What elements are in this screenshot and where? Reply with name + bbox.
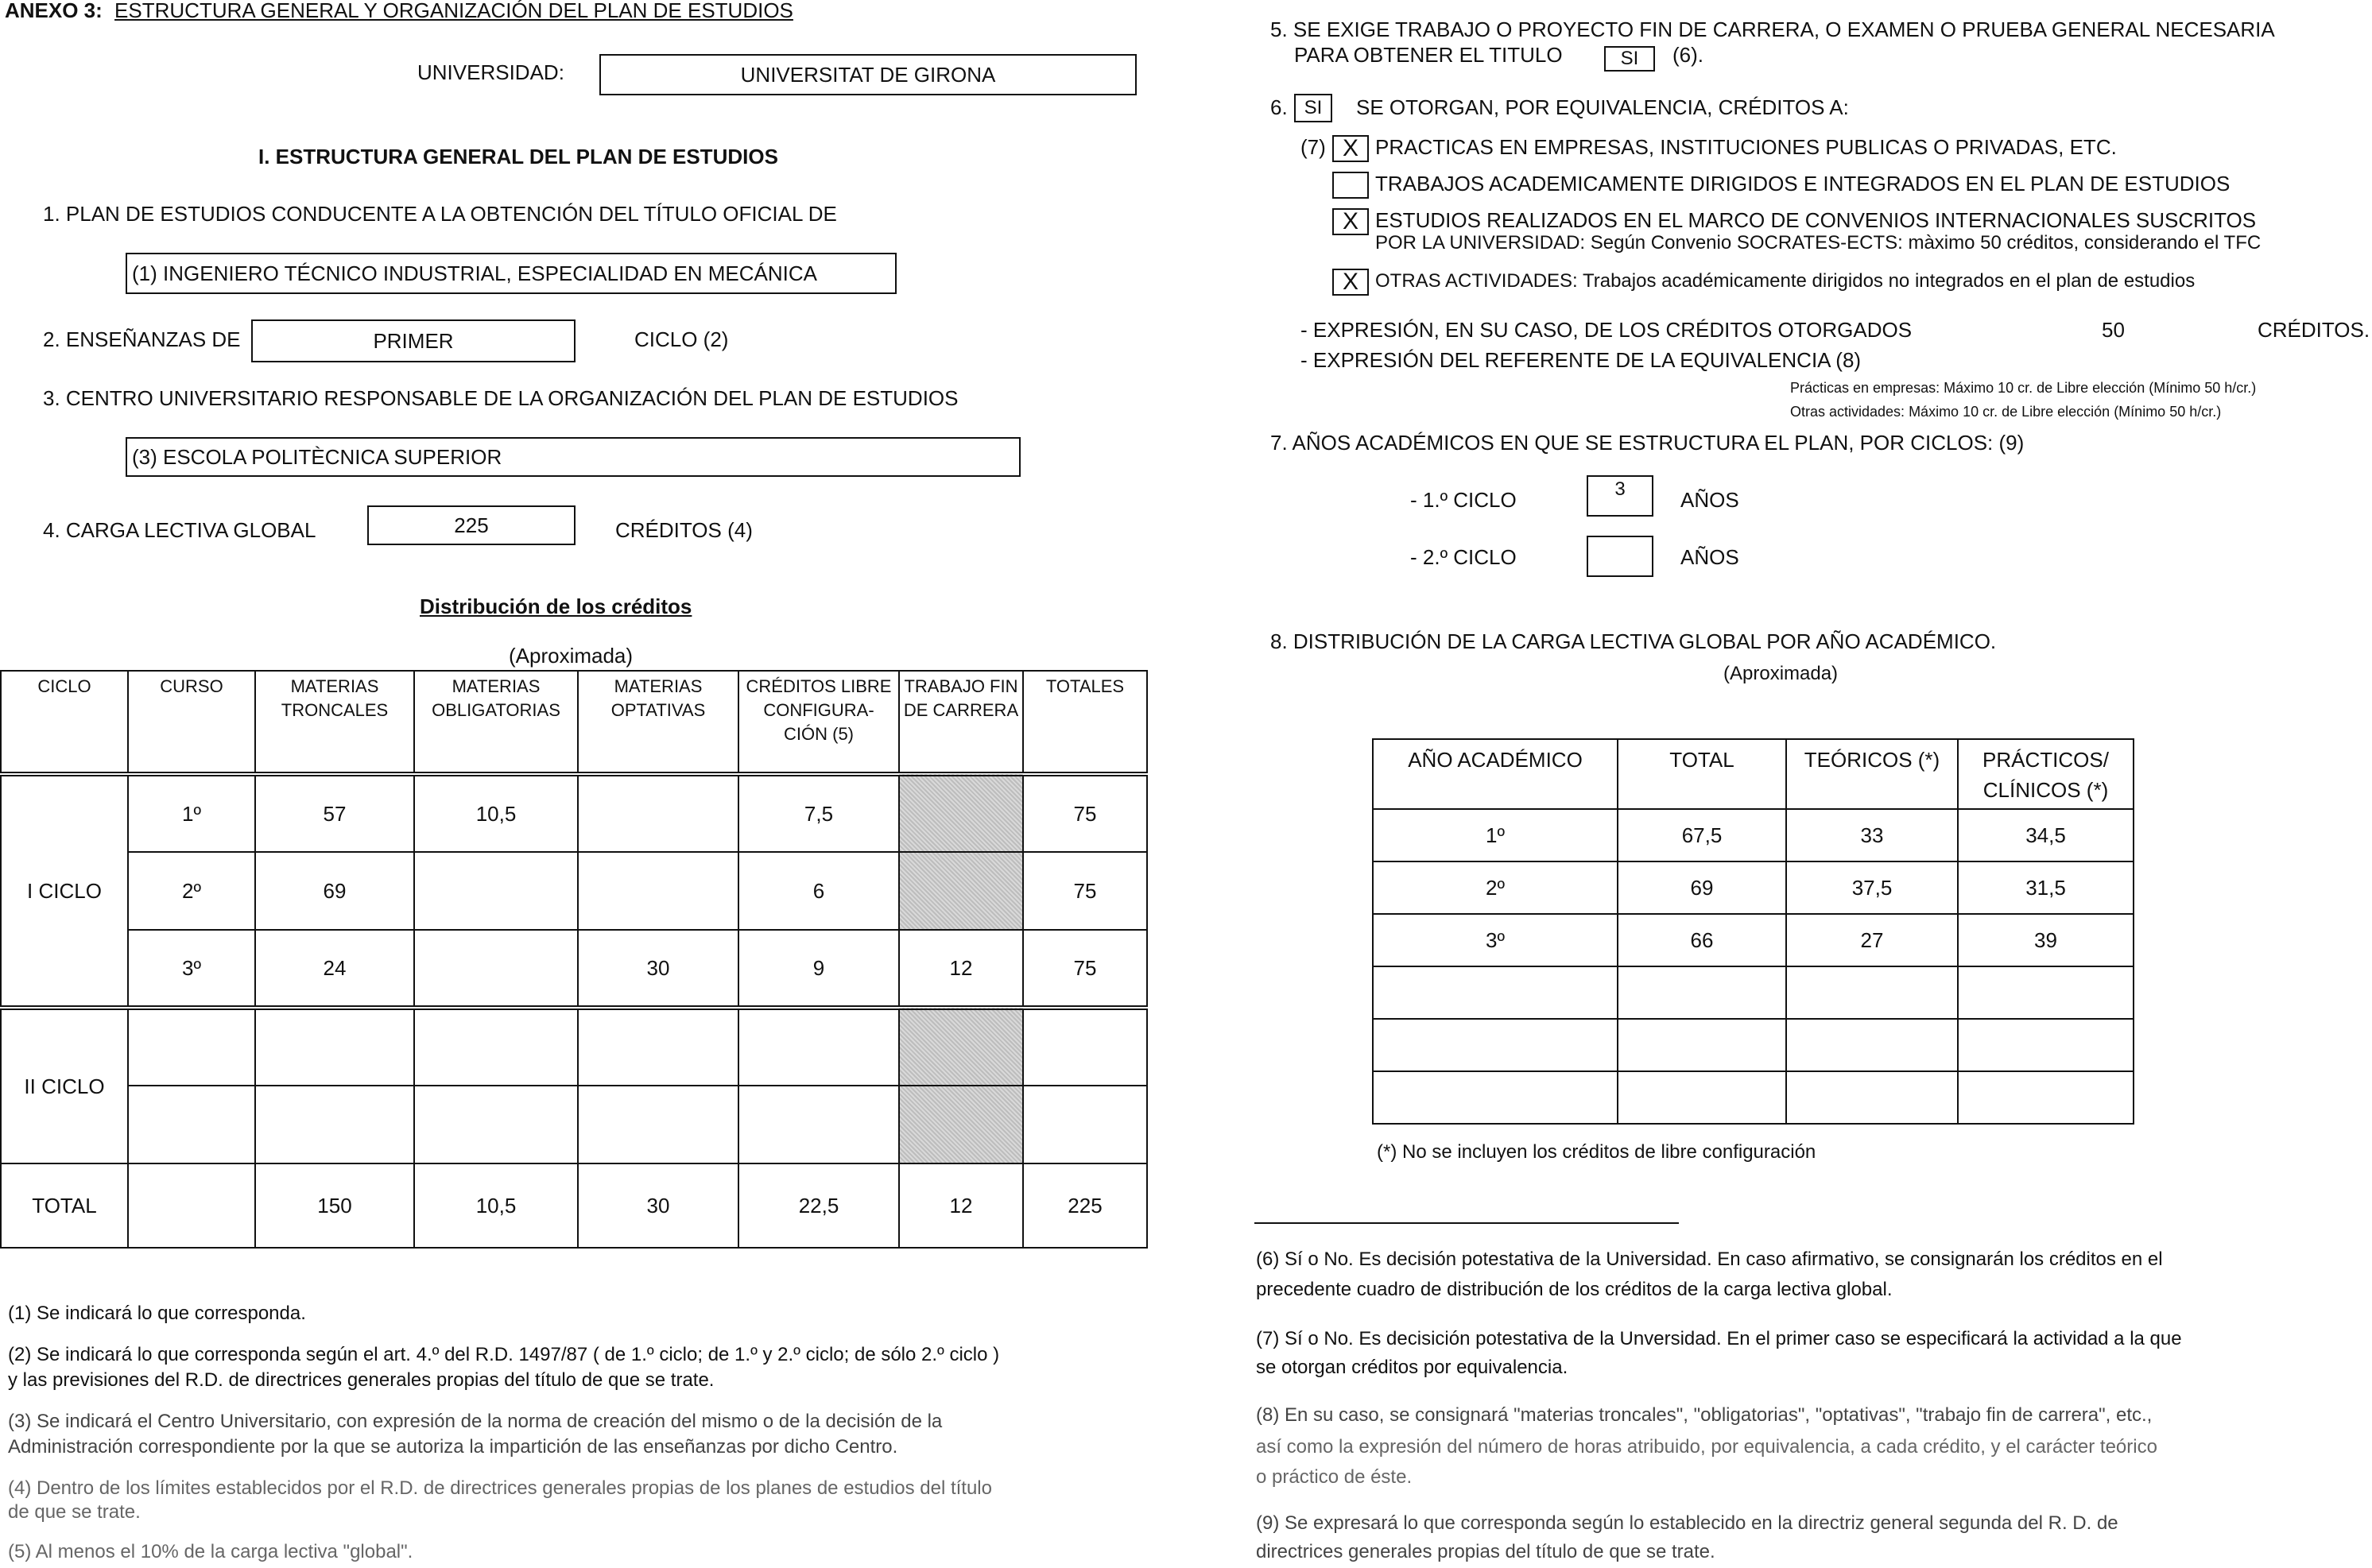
col-troncales-header: MATERIAS TRONCALES	[255, 671, 414, 774]
cycle1-years-unit: AÑOS	[1680, 488, 1739, 512]
checkbox-otras[interactable]: X	[1332, 269, 1369, 296]
option-trabajos: TRABAJOS ACADEMICAMENTE DIRIGIDOS E INTEGRADOS EN EL PLAN DE ESTUDIOS	[1375, 172, 2231, 196]
table-row	[1, 1008, 1147, 1086]
col-totales-header: TOTALES	[1023, 671, 1147, 774]
col-libre-header: CRÉDITOS LIBRE CONFIGURA- CIÓN (5)	[738, 671, 899, 774]
cell-obligatorias	[414, 852, 578, 930]
annex-heading	[5, 0, 793, 23]
q2-suffix: CICLO (2)	[634, 327, 729, 351]
cell-practicos: 39	[1958, 914, 2134, 966]
annex-title: ESTRUCTURA GENERAL Y ORGANIZACIÓN DEL PLAN DE ESTUDIOS	[114, 0, 793, 22]
total-row	[1, 1163, 1147, 1248]
q5-suffix: (6).	[1672, 43, 1703, 67]
note-3b: Administración correspondiente por la que se autoriza la impartición de las enseñanzas por dicho Centro.	[8, 1436, 898, 1458]
note-7b: se otorgan créditos por equivalencia.	[1256, 1357, 1568, 1378]
q8-subtitle: (Aproximada)	[1723, 663, 1839, 684]
q6-number: 6.	[1270, 95, 1288, 119]
cell-total	[1618, 1071, 1786, 1124]
cycle1-years-value: 3	[1614, 478, 1626, 500]
cycle2-label: II CICLO	[1, 1008, 128, 1163]
note-7a: (7) Sí o No. Es decisición potestativa de la Unversidad. En el primer caso se especificará la actividad a la que	[1256, 1328, 2182, 1349]
q4-suffix: CRÉDITOS (4)	[615, 518, 753, 542]
cell-trabajo-shaded	[899, 1086, 1023, 1163]
cell-total	[1618, 1019, 1786, 1071]
checkbox-trabajos[interactable]	[1332, 172, 1369, 199]
q1-value: (1) INGENIERO TÉCNICO INDUSTRIAL, ESPECIALIDAD EN MECÁNICA	[132, 261, 817, 285]
distribution-subtitle: (Aproximada)	[509, 644, 634, 668]
cell-total	[1618, 966, 1786, 1019]
col-trabajo-header: TRABAJO FIN DE CARRERA	[899, 671, 1023, 774]
cell-totales: 75	[1023, 930, 1147, 1008]
cycle2-years-box	[1587, 536, 1653, 577]
cell-year	[1373, 1019, 1618, 1071]
cell-total: 66	[1618, 914, 1786, 966]
q1-field	[126, 253, 897, 294]
note-8b: así como la expresión del número de horas atribuido, por equivalencia, a cada crédito, y el carácter teórico	[1256, 1436, 2157, 1458]
university-field	[599, 54, 1137, 95]
university-label: UNIVERSIDAD:	[417, 60, 564, 84]
years-table-footnote: (*) No se incluyen los créditos de libre configuración	[1377, 1141, 1816, 1163]
q1-label: 1. PLAN DE ESTUDIOS CONDUCENTE A LA OBTENCIÓN DEL TÍTULO OFICIAL DE	[43, 202, 837, 226]
cell-empty	[414, 1086, 578, 1163]
cell-troncales: 57	[255, 774, 414, 852]
cell-libre: 6	[738, 852, 899, 930]
total-obligatorias: 10,5	[414, 1163, 578, 1248]
note-5: (5) Al menos el 10% de la carga lectiva "global".	[8, 1541, 413, 1562]
cell-year	[1373, 1071, 1618, 1124]
total-label: TOTAL	[1, 1163, 128, 1248]
cell-empty	[128, 1086, 255, 1163]
cell-empty	[255, 1008, 414, 1086]
q3-value: (3) ESCOLA POLITÈCNICA SUPERIOR	[132, 444, 502, 469]
note-1: (1) Se indicará lo que corresponda.	[8, 1303, 306, 1324]
cell-obligatorias: 10,5	[414, 774, 578, 852]
referent-note-1: Prácticas en empresas: Máximo 10 cr. de Libre elección (Mínimo 50 h/cr.)	[1790, 380, 2257, 396]
note-8a: (8) En su caso, se consignará "materias troncales", "obligatorias", "optativas", "trabajo fin de carrera", etc.,	[1256, 1404, 2153, 1426]
note-6a: (6) Sí o No. Es decisión potestativa de la Universidad. En caso afirmativo, se consignarán los créditos en el	[1256, 1249, 2163, 1270]
cell-year: 3º	[1373, 914, 1618, 966]
cell-practicos	[1958, 1019, 2134, 1071]
cell-practicos: 31,5	[1958, 861, 2134, 914]
cell-empty	[1023, 1086, 1147, 1163]
q6-text: SE OTORGAN, POR EQUIVALENCIA, CRÉDITOS A:	[1356, 95, 1849, 119]
cell-empty	[1023, 1008, 1147, 1086]
table-row	[1373, 861, 2134, 914]
cycle1-label: I CICLO	[1, 774, 128, 1008]
q2-label: 2. ENSEÑANZAS DE	[43, 327, 241, 351]
cell-practicos: 34,5	[1958, 809, 2134, 861]
q6-value: SI	[1304, 97, 1323, 118]
cell-practicos	[1958, 966, 2134, 1019]
col-optativas-header: MATERIAS OPTATIVAS	[578, 671, 738, 774]
option-practicas: PRACTICAS EN EMPRESAS, INSTITUCIONES PUBLICAS O PRIVADAS, ETC.	[1375, 135, 2117, 159]
total-optativas: 30	[578, 1163, 738, 1248]
cell-year: 2º	[1373, 861, 1618, 914]
cell-teoricos: 33	[1786, 809, 1958, 861]
cycle2-years-unit: AÑOS	[1680, 545, 1739, 569]
cell-troncales: 24	[255, 930, 414, 1008]
expression-referent: - EXPRESIÓN DEL REFERENTE DE LA EQUIVALENCIA (8)	[1300, 348, 1862, 372]
note-6b: precedente cuadro de distribución de los créditos de la carga lectiva global.	[1256, 1279, 1893, 1300]
cell-empty	[255, 1086, 414, 1163]
cell-teoricos: 27	[1786, 914, 1958, 966]
expression-credits-value: 50	[2102, 318, 2125, 342]
total-totales: 225	[1023, 1163, 1147, 1248]
col-ciclo-header: CICLO	[1, 671, 128, 774]
cell-total: 67,5	[1618, 809, 1786, 861]
expression-credits: - EXPRESIÓN, EN SU CASO, DE LOS CRÉDITOS OTORGADOS	[1300, 318, 1913, 342]
cell-empty	[738, 1008, 899, 1086]
checkbox-estudios[interactable]: X	[1332, 208, 1369, 235]
cell-teoricos	[1786, 1019, 1958, 1071]
table-row	[1373, 914, 2134, 966]
cell-curso: 1º	[128, 774, 255, 852]
years-header-row	[1373, 739, 2134, 809]
cell-libre: 9	[738, 930, 899, 1008]
note-9a: (9) Se expresará lo que corresponda según lo establecido en la directriz general segunda del R. D. de	[1256, 1512, 2118, 1534]
q4-field	[367, 505, 576, 545]
col-curso-header: CURSO	[128, 671, 255, 774]
q8-label: 8. DISTRIBUCIÓN DE LA CARGA LECTIVA GLOBAL POR AÑO ACADÉMICO.	[1270, 629, 1997, 653]
cell-empty	[578, 1008, 738, 1086]
credits-distribution-table	[0, 670, 1148, 1249]
expression-credits-unit: CRÉDITOS.	[2258, 318, 2370, 342]
cell-year	[1373, 966, 1618, 1019]
cell-empty	[414, 1008, 578, 1086]
q3-label: 3. CENTRO UNIVERSITARIO RESPONSABLE DE LA ORGANIZACIÓN DEL PLAN DE ESTUDIOS	[43, 386, 959, 410]
university-value: UNIVERSITAT DE GIRONA	[740, 62, 996, 87]
q2-field	[251, 319, 576, 362]
cell-year: 1º	[1373, 809, 1618, 861]
col-obligatorias-header: MATERIAS OBLIGATORIAS	[414, 671, 578, 774]
note-2a: (2) Se indicará lo que corresponda según el art. 4.º del R.D. 1497/87 ( de 1.º ciclo; de 1.º y 2.º ciclo; de sólo 2.º ciclo )	[8, 1344, 1000, 1365]
q4-value: 225	[454, 513, 489, 537]
credits-header-row	[1, 671, 1147, 774]
cell-curso: 2º	[128, 852, 255, 930]
section-title: I. ESTRUCTURA GENERAL DEL PLAN DE ESTUDIOS	[258, 145, 778, 168]
q6-ref: (7)	[1300, 135, 1326, 159]
note-3a: (3) Se indicará el Centro Universitario, con expresión de la norma de creación del mismo o de la decisión de la	[8, 1411, 943, 1432]
option-otras: OTRAS ACTIVIDADES: Trabajos académicamente dirigidos no integrados en el plan de estudios	[1375, 270, 2196, 292]
option-estudios-line2: POR LA UNIVERSIDAD: Según Convenio SOCRATES-ECTS: màximo 50 créditos, considerando el TFC	[1375, 232, 2262, 254]
col-year-header: AÑO ACADÉMICO	[1373, 739, 1618, 809]
cell-trabajo-shaded	[899, 1008, 1023, 1086]
cell-curso: 3º	[128, 930, 255, 1008]
cell-empty	[738, 1086, 899, 1163]
col-total-header: TOTAL	[1618, 739, 1786, 809]
option-estudios-line1: ESTUDIOS REALIZADOS EN EL MARCO DE CONVENIOS INTERNACIONALES SUSCRITOS	[1375, 208, 2257, 232]
table-row	[1, 1086, 1147, 1163]
q4-label: 4. CARGA LECTIVA GLOBAL	[43, 518, 316, 542]
note-9b: directrices generales propias del título de que se trate.	[1256, 1541, 1715, 1562]
checkbox-practicas[interactable]: X	[1332, 135, 1369, 162]
q6-answer-box	[1294, 94, 1332, 122]
note-2b: y las previsiones del R.D. de directrices generales propias del título de que se trate.	[8, 1369, 715, 1391]
total-troncales: 150	[255, 1163, 414, 1248]
distribution-title: Distribución de los créditos	[420, 594, 692, 618]
cell-totales: 75	[1023, 774, 1147, 852]
cell-totales: 75	[1023, 852, 1147, 930]
cell-empty	[128, 1008, 255, 1086]
cell-troncales: 69	[255, 852, 414, 930]
years-distribution-table	[1372, 738, 2134, 1125]
note-4a: (4) Dentro de los límites establecidos por el R.D. de directrices generales propias de los planes de estudios del título	[8, 1477, 992, 1499]
cell-teoricos: 37,5	[1786, 861, 1958, 914]
cell-optativas	[578, 852, 738, 930]
col-teoricos-header: TEÓRICOS (*)	[1786, 739, 1958, 809]
cell-optativas	[578, 774, 738, 852]
cell-teoricos	[1786, 966, 1958, 1019]
col-practicos-header: PRÁCTICOS/ CLÍNICOS (*)	[1958, 739, 2134, 809]
table-row	[1373, 809, 2134, 861]
q5-value: SI	[1620, 48, 1639, 69]
annex-label: ANEXO 3:	[5, 0, 103, 22]
note-4b: de que se trate.	[8, 1501, 141, 1523]
cell-teoricos	[1786, 1071, 1958, 1124]
cell-optativas: 30	[578, 930, 738, 1008]
table-row	[1373, 966, 2134, 1019]
cell-trabajo-shaded	[899, 774, 1023, 852]
table-row	[1, 852, 1147, 930]
cell-trabajo: 12	[899, 930, 1023, 1008]
table-row	[1373, 1019, 2134, 1071]
total-libre: 22,5	[738, 1163, 899, 1248]
cycle1-years-box	[1587, 475, 1653, 517]
cycle2-years-label: - 2.º CICLO	[1410, 545, 1517, 569]
cell-trabajo-shaded	[899, 852, 1023, 930]
q5-line1: 5. SE EXIGE TRABAJO O PROYECTO FIN DE CARRERA, O EXAMEN O PRUEBA GENERAL NECESARIA	[1270, 17, 2275, 41]
q2-value: PRIMER	[373, 328, 454, 353]
cycle1-years-label: - 1.º CICLO	[1410, 488, 1517, 512]
cell-total: 69	[1618, 861, 1786, 914]
table-row	[1, 930, 1147, 1008]
table-row	[1, 774, 1147, 852]
cell-libre: 7,5	[738, 774, 899, 852]
footnote-divider	[1254, 1222, 1679, 1224]
table-row	[1373, 1071, 2134, 1124]
q7-label: 7. AÑOS ACADÉMICOS EN QUE SE ESTRUCTURA EL PLAN, POR CICLOS: (9)	[1270, 431, 2025, 455]
q5-line2: PARA OBTENER EL TITULO	[1294, 43, 1563, 67]
total-trabajo: 12	[899, 1163, 1023, 1248]
note-8c: o práctico de éste.	[1256, 1466, 1413, 1488]
q3-field	[126, 437, 1021, 477]
referent-note-2: Otras actividades: Máximo 10 cr. de Libre elección (Mínimo 50 h/cr.)	[1790, 404, 2222, 420]
q5-answer-box	[1604, 46, 1655, 72]
total-curso	[128, 1163, 255, 1248]
cell-empty	[578, 1086, 738, 1163]
cell-practicos	[1958, 1071, 2134, 1124]
cell-obligatorias	[414, 930, 578, 1008]
